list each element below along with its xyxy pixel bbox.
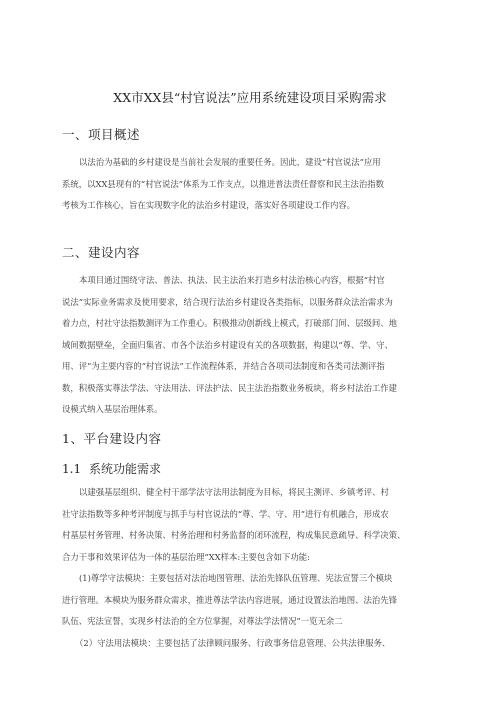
paragraph-line: 设模式纳入基层治理体系。 (62, 404, 163, 414)
document-title: XX市XX县“村官说法”应用系统建设项目采购需求 (113, 90, 387, 105)
subsection-number: 1.1 (62, 462, 82, 476)
paragraph-line: 用、评”为主要内容的“村官说法”工作流程体系，并结合各项司法制度和各类司法测评指 (62, 361, 385, 371)
paragraph-line: 系统，以XX县现有的“村官说法”体系为工作支点，以推进普法责任督察和民主法治指数 (62, 178, 384, 189)
section-heading-construction: 二、建设内容 (62, 245, 141, 260)
paragraph-line: 数，积极落实尊法学法、守法用法、评法护法、民主法治指数业务板块，将乡村法治工作建 (62, 382, 397, 393)
paragraph-line: 社守法指数等多种考评制度与抓手与村官说法的“尊、学、守、用”进行有机融合，形成农 (62, 508, 389, 519)
section-heading-overview: 一、项目概述 (62, 127, 141, 142)
paragraph-line: 进行管理。本模块为服务群众需求，推进尊法学法内容进展，通过设置法治地图、法治先锋 (62, 594, 397, 605)
paragraph-line: 域间数据壁垒，全面归集省、市各个法治乡村建设有关的各项数据，构建以“尊、学、守、 (62, 339, 393, 350)
paragraph-functions (62, 482, 434, 654)
paragraph-line: (1)尊学守法模块：主要包括对法治地图管理、法治先锋队伍管理、宪法宣誓三个模块 (79, 573, 393, 583)
section-heading-platform: 1、平台建设内容 (62, 431, 162, 446)
paragraph-line: 村基层村务管理、村务决策、村务治理和村务监督的闭环流程，构成集民意疏导、科学决策、 (62, 530, 406, 540)
paragraph-line: 考核为工作核心，旨在实现数字化的法治乡村建设，落实好各项建设工作内容。 (62, 200, 356, 210)
subsection-heading (62, 460, 161, 477)
paragraph-overview (62, 152, 434, 217)
paragraph-line: 队伍、宪法宣誓，实现乡村法治的全方位掌握，对尊法学法情况”一览无余二 (62, 616, 343, 626)
paragraph-line: 说法”实际业务需求及使用要求，结合现行法治乡村建设各类指标，以服务群众法治需求为 (62, 296, 393, 307)
paragraph-line: 本项目通过围绕守法、普法、执法、民主法治来打造乡村法治核心内容，根据“村官 (79, 275, 385, 285)
paragraph-line: 着力点，村社守法指数测评为工作重心。积极推动创新线上模式，打破部门间、层级间、地 (62, 318, 397, 328)
paragraph-line: 合力干事和效果评估为一体的基层治理“XX样本:主要包含如下功能: (62, 551, 310, 562)
paragraph-construction (62, 270, 434, 421)
paragraph-line: （2）守法用法模块：主要包括了法律顾问服务、行政事务信息管理、公共法律服务、 (75, 637, 391, 648)
paragraph-line: 以建强基层组织、健全村干部学法守法用法制度为目标，将民主测评、乡镇考评、村 (79, 487, 389, 497)
subsection-title: 系统功能需求 (89, 462, 162, 476)
paragraph-line: 以法治为基础的乡村建设是当前社会发展的重要任务。因此，建设“村官说法”应用 (79, 157, 381, 167)
